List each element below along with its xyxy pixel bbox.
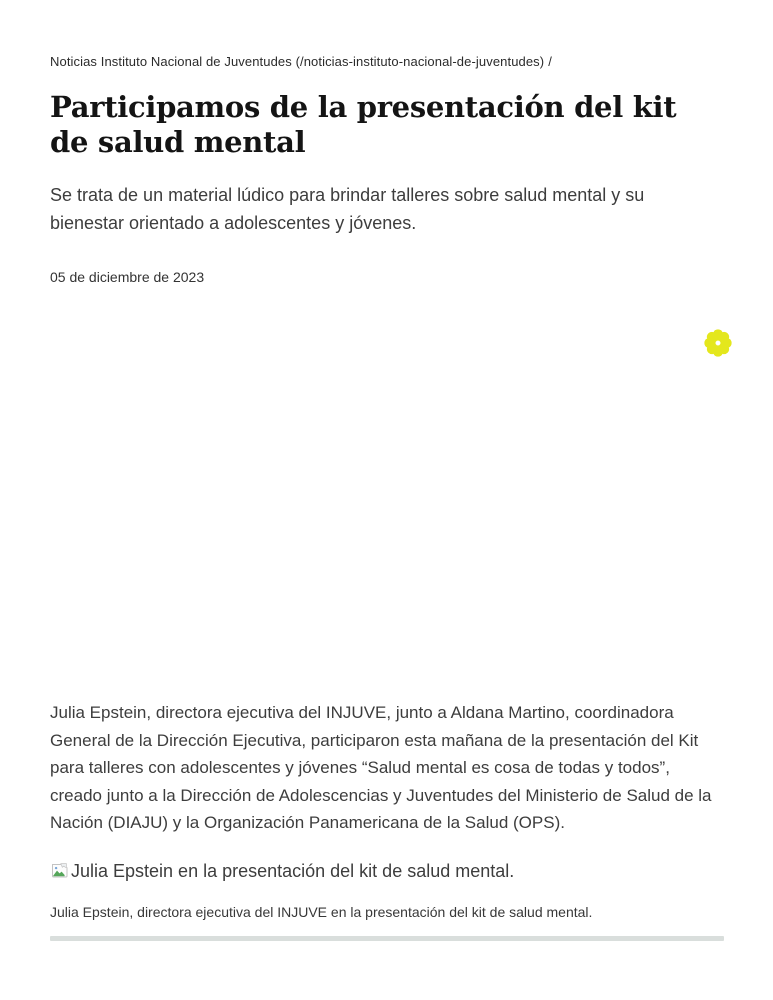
page-title: Participamos de la presentación del kit de salud mental xyxy=(50,90,677,159)
article-content xyxy=(50,0,723,941)
footer-divider xyxy=(50,936,724,941)
image-alt-text: Julia Epstein en la presentación del kit de salud mental. xyxy=(71,860,515,881)
article-body: Julia Epstein, directora ejecutiva del INJUVE, junto a Aldana Martino, coordinadora General de la Dirección Ejecutiva, participaron esta mañana de la presentación del Kit para talleres con adolescentes y jóvenes “Salud mental es cosa de todas y todos”, creado junto a la Dirección de Adolescencias y Juventudes del Ministerio de Salud de la Nación (DIAJU) y la Organización Panamericana de la Salud (OPS). xyxy=(50,703,712,832)
breadcrumb-link[interactable] xyxy=(50,54,544,69)
breadcrumb-link-label: Noticias Instituto Nacional de Juventudes xyxy=(50,54,292,69)
loading-spinner-icon xyxy=(704,329,732,357)
broken-image-icon xyxy=(50,861,70,887)
article-date: 05 de diciembre de 2023 xyxy=(50,269,205,285)
article-image-broken xyxy=(50,859,723,887)
image-loading-area xyxy=(50,287,723,699)
article-subtitle: Se trata de un material lúdico para brindar talleres sobre salud mental y su bienestar orientado a adolescentes y jóvenes. xyxy=(50,185,645,233)
breadcrumb xyxy=(50,0,723,70)
image-caption: Julia Epstein, directora ejecutiva del INJUVE en la presentación del kit de salud mental. xyxy=(50,903,593,920)
breadcrumb-link-url: (/noticias-instituto-nacional-de-juventudes) xyxy=(295,54,545,69)
breadcrumb-separator: / xyxy=(548,54,552,69)
